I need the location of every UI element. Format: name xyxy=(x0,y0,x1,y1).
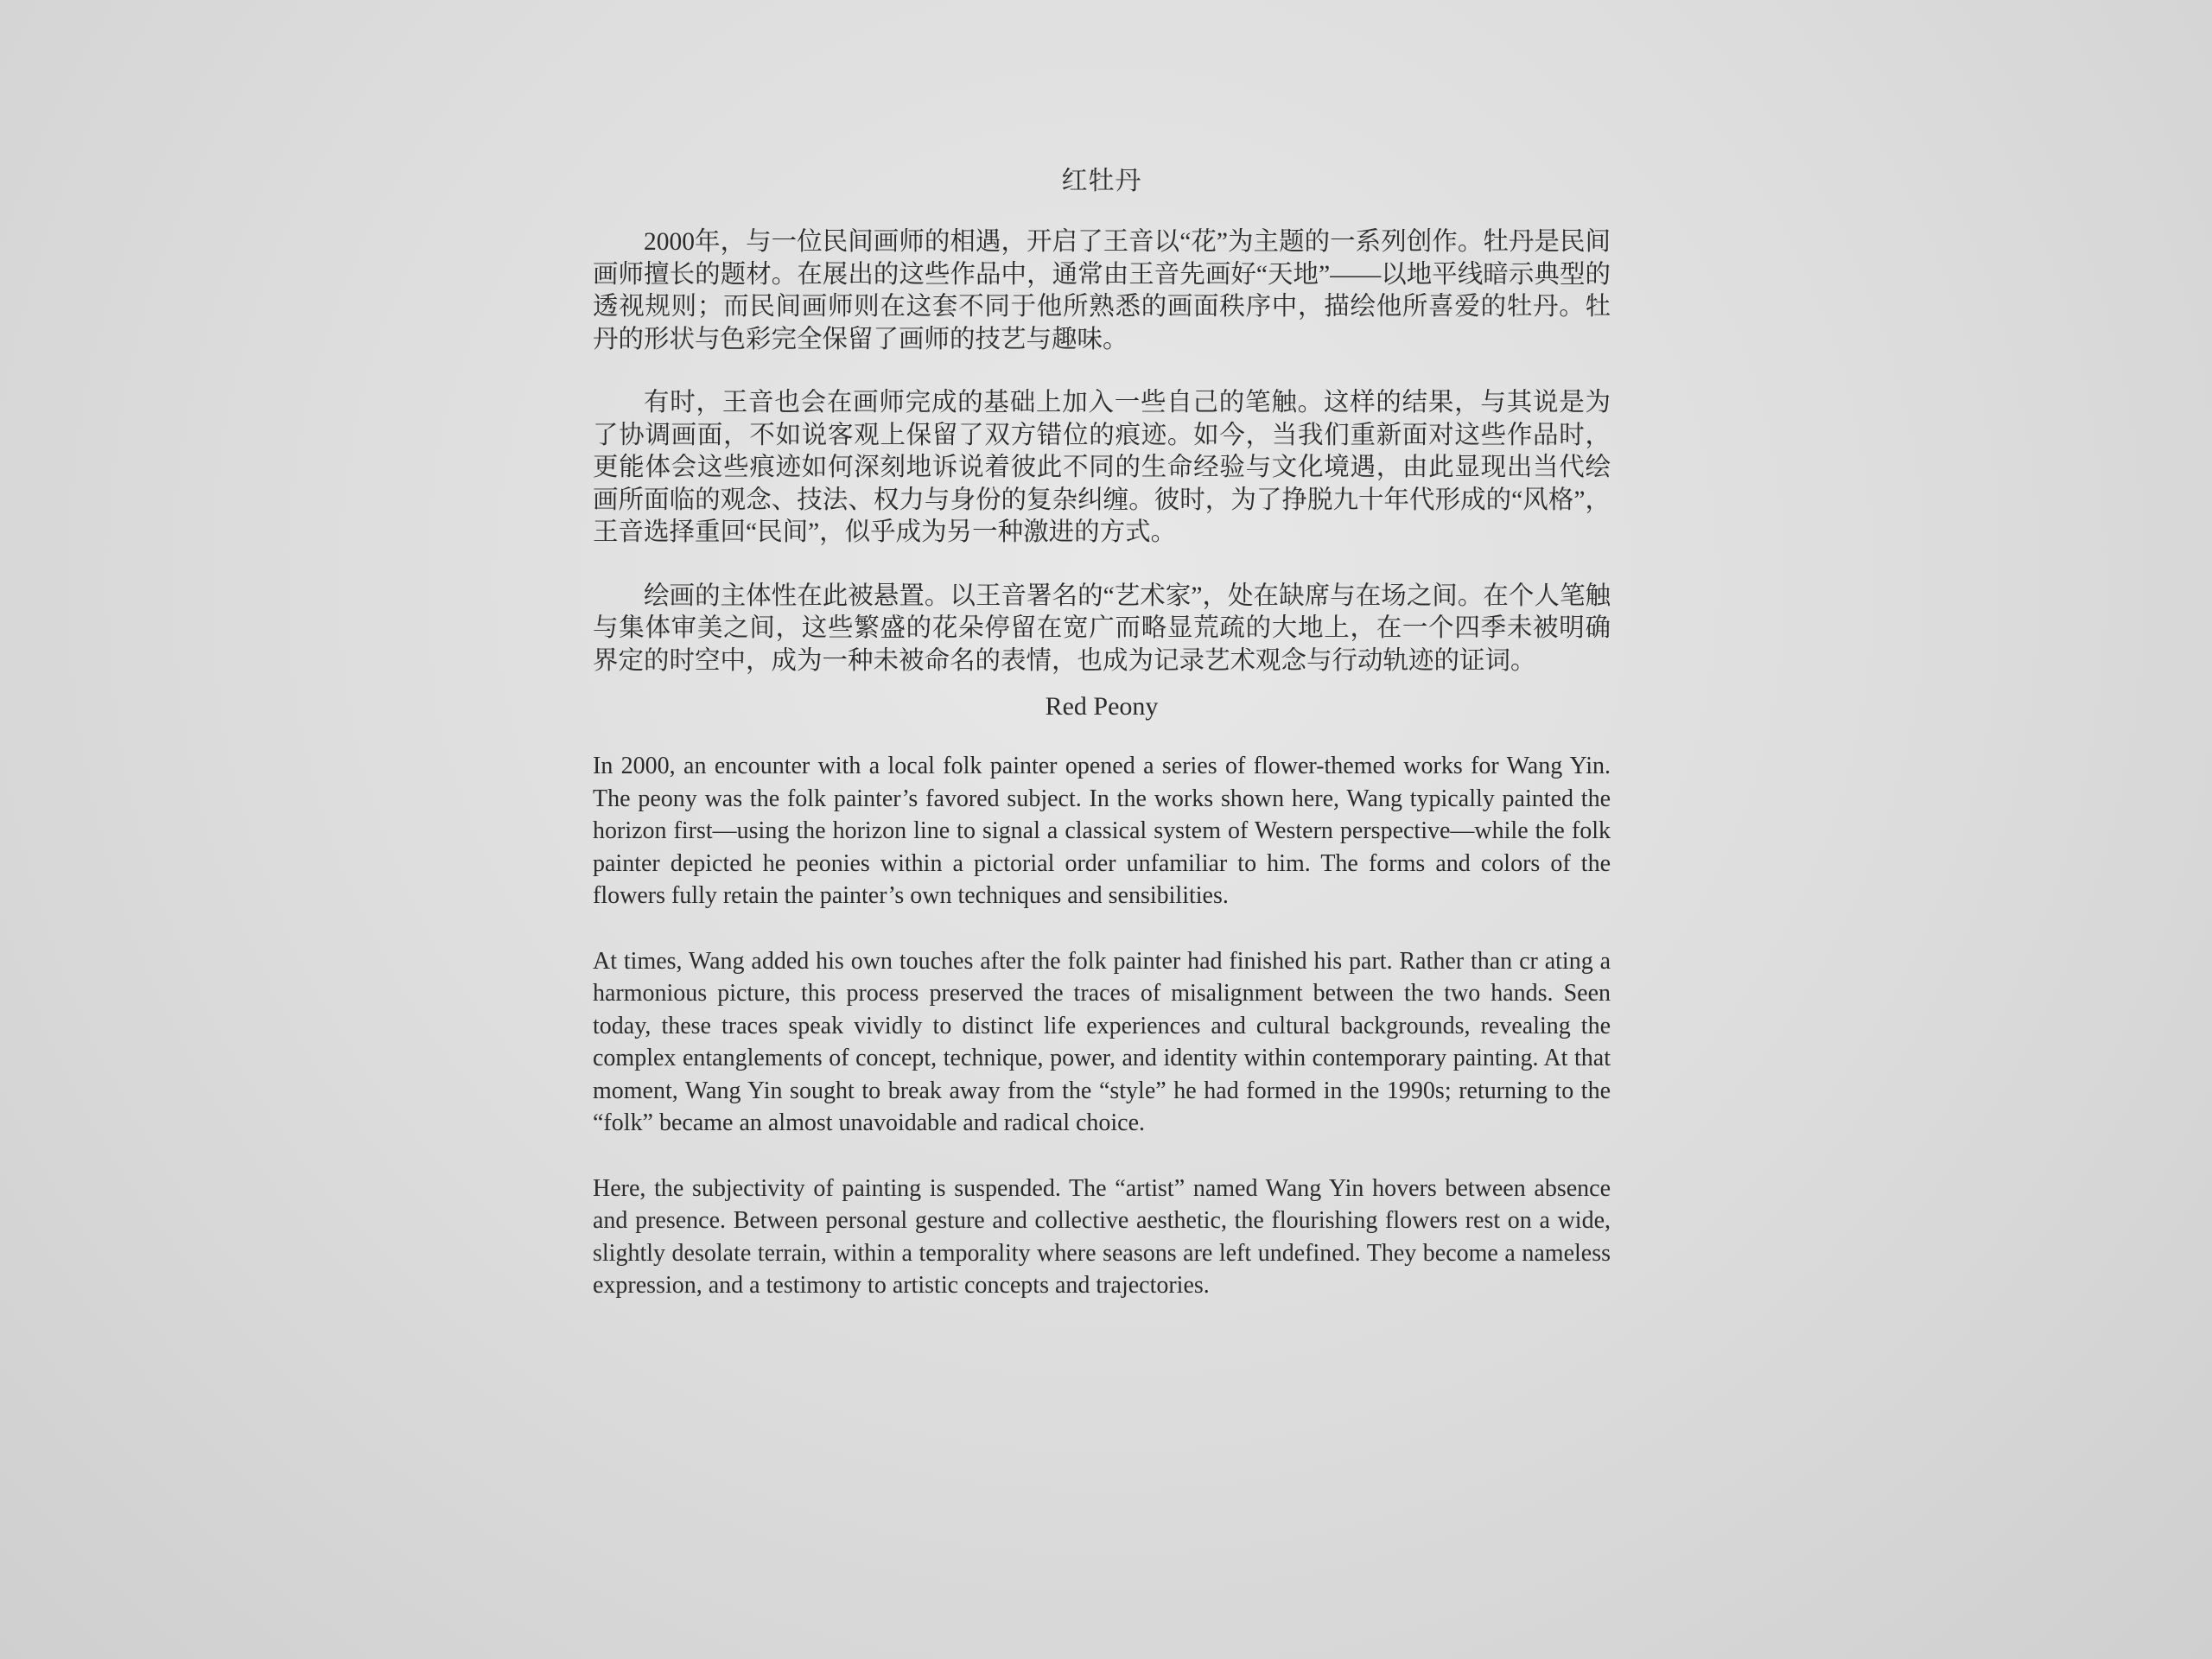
chinese-paragraph-2: 有时，王音也会在画师完成的基础上加入一些自己的笔触。这样的结果，与其说是为了协调画面，不如说客观上保留了双方错位的痕迹。如今，当我们重新面对这些作品时，更能体会这些痕迹如何深刻地诉说着彼此不同的生命经验与文化境遇，由此显现出当代绘画所面临的观念、技法、权力与身份的复杂纠缠。彼时，为了挣脱九十年代形成的“风格”，王音选择重回“民间”，似乎成为另一种激进的方式。 xyxy=(593,389,1611,546)
english-paragraph-2: At times, Wang added his own touches after the folk painter had finished his part. Rather than cr ating a harmonious picture, this process preserved the traces of misalignment between the two hands. Seen today, these traces speak vividly to distinct life experiences and cultural backgrounds, revealing the complex entanglements of concept, technique, power, and identity within contemporary painting. At that moment, Wang Yin sought to break away from the “style” he had formed in the 1990s; returning to the “folk” became an almost unavoidable and radical choice. xyxy=(593,947,1611,1136)
english-paragraph-3: Here, the subjectivity of painting is suspended. The “artist” named Wang Yin hovers between absence and presence. Between personal gesture and collective aesthetic, the flourishing flowers rest on a wide, slightly desolate terrain, within a temporality where seasons are left undefined. They become a nameless expression, and a testimony to artistic concepts and trajectories. xyxy=(593,1174,1611,1299)
english-title: Red Peony xyxy=(1045,692,1159,721)
chinese-paragraph-1: 2000年，与一位民间画师的相遇，开启了王音以“花”为主题的一系列创作。牡丹是民间画师擅长的题材。在展出的这些作品中，通常由王音先画好“天地”——以地平线暗示典型的透视规则；而民间画师则在这套不同于他所熟悉的画面秩序中，描绘他所喜爱的牡丹。牡丹的形状与色彩完全保留了画师的技艺与趣味。 xyxy=(593,228,1611,353)
chinese-paragraph-3: 绘画的主体性在此被悬置。以王音署名的“艺术家”，处在缺席与在场之间。在个人笔触与集体审美之间，这些繁盛的花朵停留在宽广而略显荒疏的大地上，在一个四季未被明确界定的时空中，成为一种未被命名的表情，也成为记录艺术观念与行动轨迹的证词。 xyxy=(593,582,1611,675)
wall-text-panel xyxy=(593,164,1611,1335)
chinese-title: 红牡丹 xyxy=(1061,167,1142,195)
english-paragraph-1: In 2000, an encounter with a local folk painter opened a series of flower-themed works for Wang Yin. The peony was the folk painter’s favored subject. In the works shown here, Wang typically painted the horizon first—using the horizon line to signal a classical system of Western perspective—while the folk painter depicted he peonies within a pictorial order unfamiliar to him. The forms and colors of the flowers fully retain the painter’s own techniques and sensibilities. xyxy=(593,753,1611,909)
